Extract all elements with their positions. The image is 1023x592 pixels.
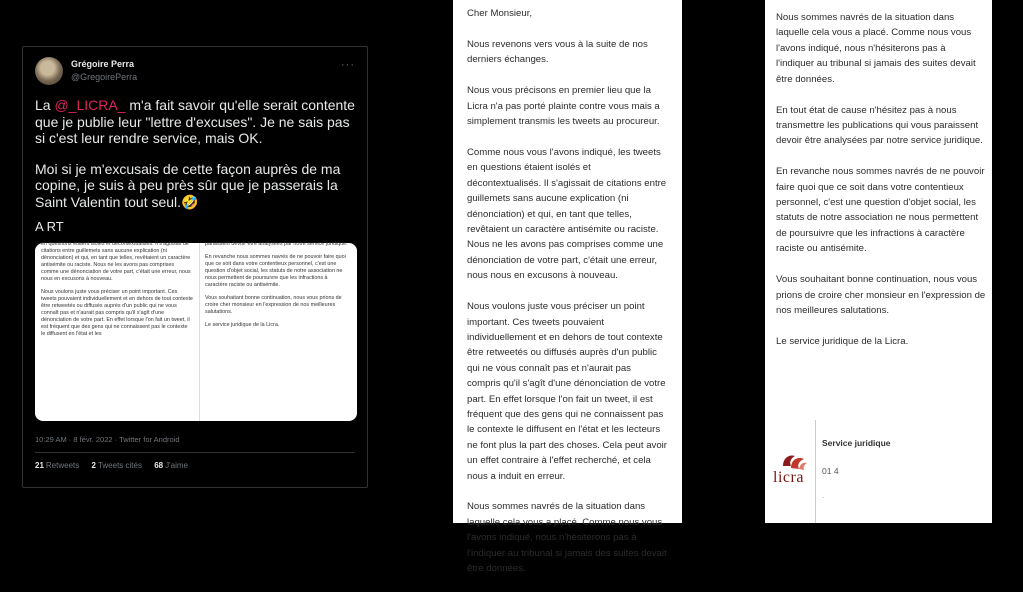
letter1-p2: Nous revenons vers vous à la suite de nos derniers échanges. [467,38,648,66]
quotes-stat[interactable]: 2 Tweets cités [91,461,142,470]
letter2-p5: Le service juridique de la Licra. [776,335,909,347]
tweet-rt-note: A RT [35,219,64,234]
letter1-p6: Nous sommes navrés de la situation dans laquelle cela vous a placé. Comme nous vous l'avons indiqué, nous n'hésiterons pas à l'indiquer au tribunal si jamais des suites devait être données. [467,501,667,575]
tweet-header [35,57,357,87]
letter-page-2-text [776,10,986,365]
image-right-p3: Vous souhaitant bonne continuation, nous vous prions de croire cher monsieur en l'expression de nos meilleures salutations. [205,295,342,315]
letter1-p1: Cher Monsieur, [467,8,533,19]
letter1-p3: Nous vous précisons en premier lieu que la Licra n'a pas porté plainte contre vous mais a simplement transmis les tweets au procureur. [467,85,660,128]
letter2-p2: En tout état de cause n'hésitez pas à nous transmettre les publications qui vous paraissent devoir être analysées par notre service juridique. [776,104,983,147]
letter2-p4: Vous souhaitant bonne continuation, nous vous prions de croire cher monsieur en l'expression de nos meilleures salutations. [776,274,986,316]
image-divider [199,243,200,421]
letter2-p3: En revanche nous sommes navrés de ne pouvoir faire quoi que ce soit dans votre contentieux personnel, c'est une question d'objet social, les statuts de notre association ne nous permettent de poursuivre que les infractions à caractère raciste ou antisémite. [776,166,985,255]
footer-phone: 01 4 [822,466,839,476]
letter-page-1 [453,0,682,575]
tweet-text-paragraph-2: Moi si je m'excusais de cette façon auprès de ma copine, je suis à peu près sûr que je passerais la Saint Valentin tout seul.🤣 [35,160,341,210]
image-right-p4: Le service juridique de la Licra. [205,322,280,328]
footer-dot: . [822,491,825,500]
image-left-p1: en questions étaient isolés et décontextualisés. Il s'agissait de citations entre guillemets sans aucune explication (ni dénonciation) et qui, en tant que telles, revêtaient un caractère antisémite ou raciste. Nous ne les avons pas comprises comme une dénonciation de votre part, c'était une erreur, nous nous en excusons à nouveau. [41,241,191,282]
mention-link[interactable]: @_LICRA_ [54,97,126,113]
tweet-text [35,97,357,224]
image-letter-left [41,241,193,344]
letter1-p4: Comme nous vous l'avons indiqué, les tweets en questions étaient isolés et décontextualisés. Il s'agissait de citations entre guillemets sans aucune explication (ni dénonciation) et qui, en tant que telles, revêtaient un caractère antisémite ou raciste. Nous ne les avons pas comprises comme une dénonciation de votre part, c'était une erreur, nous nous en excusons à nouveau. [467,146,667,282]
tweet-stats [35,461,198,470]
licra-logo-text: licra [773,469,804,486]
image-right-p2: En revanche nous sommes navrés de ne pouvoir faire quoi que ce soit dans votre contentieux personnel, c'est une question d'objet social, les statuts de notre association ne nous permettent de poursuivre que les infractions à caractère raciste ou antisémite. [205,254,346,288]
image-right-p1: paraissent devoir être analysées par notre service juridique. [205,241,348,247]
letter2-p1: Nous sommes navrés de la situation dans laquelle cela vous a placé. Comme nous vous l'avons indiqué, nous n'hésiterons pas à l'indiquer au tribunal si jamais des suites devait être données. [776,12,976,85]
footer-service: Service juridique [822,438,891,448]
letter1-p5: Nous voulons juste vous préciser un point important. Ces tweets pouvaient individuellement et en dehors de tout contexte être retweetés ou diffusés auprès d'un public qui ne vous connaît pas et n'aurait pas compris qu'il s'agît d'une dénonciation de votre part. En effet lorsque l'on fait un tweet, il est fréquent que des gens qui ne connaissent pas le contexte le diffusent en l'état et les lecteurs ne font plus la part des choses. Cela peut avoir un effet contraire à l'effet recherché, et cela nous a induit en erreur. [467,301,667,482]
tweet-text-body: m'a fait savoir qu'elle serait contente que je publie leur "lettre d'excuses". Je ne sais pas si c'est leur rendre service, mais OK. [35,97,355,146]
avatar[interactable] [35,57,63,85]
author-name[interactable]: Grégoire Perra [71,59,135,69]
divider [35,452,355,453]
author-handle[interactable]: @GregoirePerra [71,72,138,82]
image-letter-right [205,241,351,335]
retweets-stat[interactable]: 21 Retweets [35,461,80,470]
footer-divider [815,420,816,523]
image-left-p2: Nous voulons juste vous préciser un point important. Ces tweets pouvaient individuellement et en dehors de tout contexte être retweetés ou diffusés auprès d'un public qui ne vous connaît pas et n'aurait pas compris qu'il s'agît d'une dénonciation de votre part. En effet lorsque l'on fait un tweet, il est fréquent que des gens qui ne connaissent pas le contexte le diffusent en l'état et les [41,289,193,337]
tweet-card[interactable] [22,46,368,488]
letter-page-2 [765,0,992,523]
tweet-timestamp[interactable]: 10:29 AM · 8 févr. 2022 · Twitter for Android [35,435,180,444]
tweet-text-prefix: La [35,97,55,113]
licra-logo [773,452,813,498]
letter-page-1-text [467,6,667,592]
likes-stat[interactable]: 68 J'aime [154,461,188,470]
tweet-image[interactable] [35,243,357,421]
more-options-icon[interactable]: ··· [341,59,355,71]
